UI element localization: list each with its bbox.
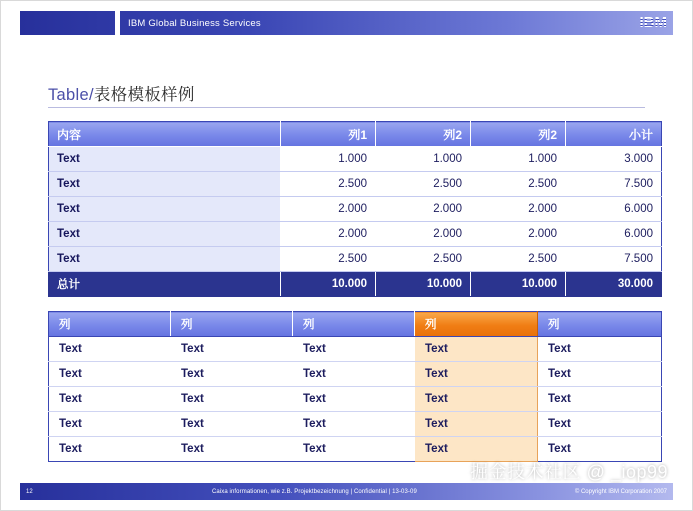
table-row bbox=[49, 387, 662, 412]
cell-text: Text bbox=[171, 337, 293, 362]
cell-text: Text bbox=[171, 412, 293, 437]
cell-value: 3.000 bbox=[566, 147, 662, 172]
header-title: IBM Global Business Services bbox=[128, 17, 261, 29]
cell-text-highlighted: Text bbox=[415, 412, 538, 437]
table-header-row bbox=[49, 312, 662, 337]
cell-value: 1.000 bbox=[281, 147, 376, 172]
cell-text: Text bbox=[293, 337, 415, 362]
cell-value: 2.000 bbox=[376, 197, 471, 222]
cell-text-highlighted: Text bbox=[415, 387, 538, 412]
row-label: Text bbox=[49, 247, 281, 272]
header-accent-bar bbox=[115, 11, 120, 35]
summary-table bbox=[48, 121, 662, 297]
column-header-content: 内容 bbox=[49, 122, 281, 147]
total-value: 10.000 bbox=[471, 272, 566, 297]
column-header-2: 列 bbox=[171, 312, 293, 337]
cell-value: 2.000 bbox=[471, 197, 566, 222]
total-value: 10.000 bbox=[281, 272, 376, 297]
row-label: Text bbox=[49, 197, 281, 222]
table-row bbox=[49, 337, 662, 362]
layout-table bbox=[48, 311, 662, 462]
row-label: Text bbox=[49, 147, 281, 172]
cell-value: 2.000 bbox=[471, 222, 566, 247]
watermark: 掘金技术社区 @ _iop99 bbox=[470, 462, 668, 482]
cell-value: 6.000 bbox=[566, 197, 662, 222]
cell-text: Text bbox=[171, 437, 293, 462]
cell-value: 2.000 bbox=[376, 222, 471, 247]
slide-footer bbox=[20, 483, 673, 500]
table-row bbox=[49, 172, 662, 197]
column-header-4-highlighted: 列 bbox=[415, 312, 538, 337]
cell-text: Text bbox=[171, 387, 293, 412]
table-row bbox=[49, 362, 662, 387]
page-number: 12 bbox=[26, 488, 33, 495]
cell-value: 7.500 bbox=[566, 247, 662, 272]
cell-text: Text bbox=[538, 412, 662, 437]
column-header-1: 列 bbox=[49, 312, 171, 337]
cell-value: 1.000 bbox=[376, 147, 471, 172]
column-header-subtotal: 小计 bbox=[566, 122, 662, 147]
cell-value: 2.500 bbox=[376, 247, 471, 272]
cell-text: Text bbox=[49, 387, 171, 412]
row-label: Text bbox=[49, 222, 281, 247]
page-title-cn: 表格模板样例 bbox=[93, 86, 195, 104]
table-row bbox=[49, 412, 662, 437]
table-row bbox=[49, 147, 662, 172]
slide-header bbox=[20, 11, 673, 35]
cell-value: 7.500 bbox=[566, 172, 662, 197]
cell-value: 2.000 bbox=[281, 197, 376, 222]
footer-copyright: © Copyright IBM Corporation 2007 bbox=[574, 488, 667, 495]
cell-value: 2.500 bbox=[281, 172, 376, 197]
total-value: 30.000 bbox=[566, 272, 662, 297]
total-label: 总计 bbox=[49, 272, 281, 297]
cell-text: Text bbox=[293, 437, 415, 462]
column-header-5: 列 bbox=[538, 312, 662, 337]
ibm-logo: IBM bbox=[639, 14, 667, 31]
column-header-col1: 列1 bbox=[281, 122, 376, 147]
cell-value: 2.500 bbox=[281, 247, 376, 272]
table-header-row bbox=[49, 122, 662, 147]
cell-text: Text bbox=[49, 362, 171, 387]
table-total-row bbox=[49, 272, 662, 297]
column-header-col3: 列2 bbox=[471, 122, 566, 147]
page-title bbox=[48, 81, 195, 105]
cell-text: Text bbox=[293, 412, 415, 437]
cell-text-highlighted: Text bbox=[415, 437, 538, 462]
cell-text-highlighted: Text bbox=[415, 337, 538, 362]
table-row bbox=[49, 247, 662, 272]
footer-note: Caixa informationen, wie z.B. Projektbezeichnung | Confidential | 13-03-09 bbox=[211, 488, 417, 495]
column-header-3: 列 bbox=[293, 312, 415, 337]
cell-text: Text bbox=[49, 412, 171, 437]
cell-value: 1.000 bbox=[471, 147, 566, 172]
cell-text: Text bbox=[538, 437, 662, 462]
cell-value: 2.500 bbox=[471, 172, 566, 197]
cell-text: Text bbox=[538, 337, 662, 362]
title-divider bbox=[48, 107, 645, 108]
cell-text: Text bbox=[49, 437, 171, 462]
cell-text: Text bbox=[49, 337, 171, 362]
page-title-en: Table/ bbox=[48, 86, 94, 104]
cell-text: Text bbox=[171, 362, 293, 387]
cell-text: Text bbox=[538, 362, 662, 387]
table-row bbox=[49, 222, 662, 247]
cell-value: 2.000 bbox=[281, 222, 376, 247]
cell-text: Text bbox=[293, 362, 415, 387]
column-header-col2: 列2 bbox=[376, 122, 471, 147]
cell-value: 2.500 bbox=[471, 247, 566, 272]
cell-text-highlighted: Text bbox=[415, 362, 538, 387]
cell-value: 2.500 bbox=[376, 172, 471, 197]
row-label: Text bbox=[49, 172, 281, 197]
table-row bbox=[49, 197, 662, 222]
total-value: 10.000 bbox=[376, 272, 471, 297]
cell-text: Text bbox=[293, 387, 415, 412]
cell-value: 6.000 bbox=[566, 222, 662, 247]
cell-text: Text bbox=[538, 387, 662, 412]
